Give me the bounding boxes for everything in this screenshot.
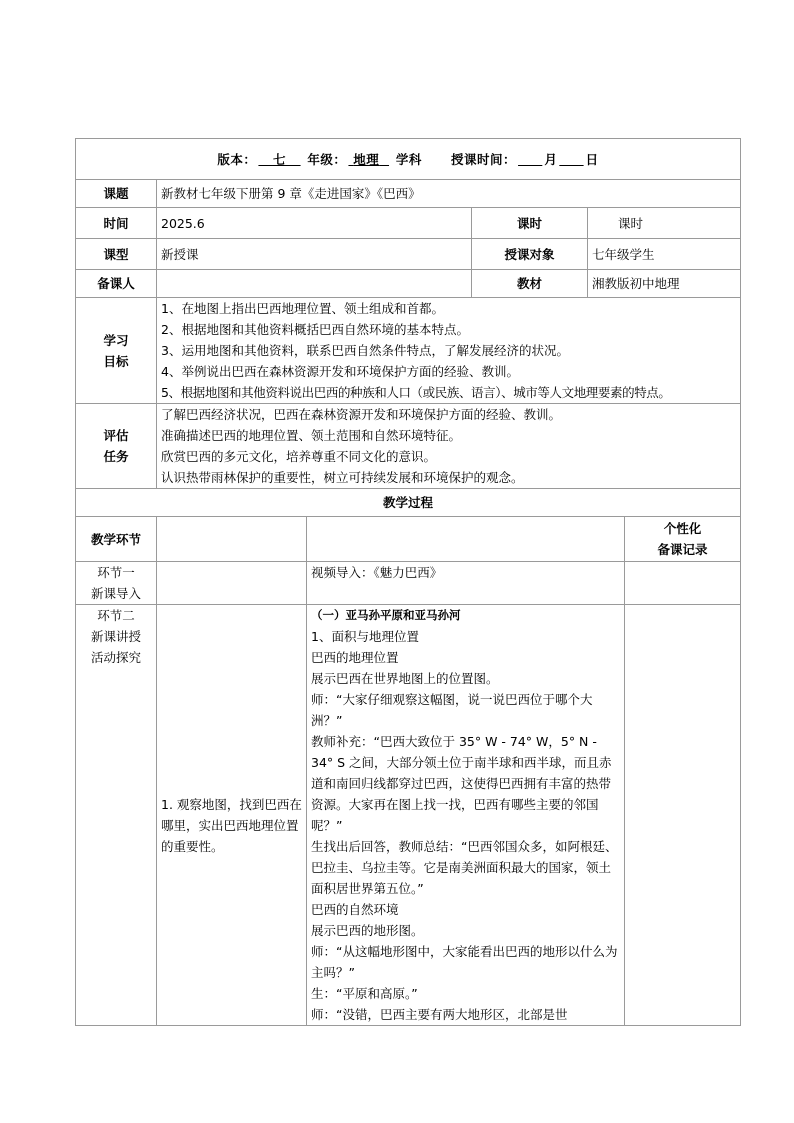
stage2-notes <box>625 605 741 1026</box>
preparer-label: 备课人 <box>76 270 157 298</box>
stage1-notes <box>625 562 741 605</box>
topic-label: 课题 <box>76 180 157 208</box>
header-cell <box>76 139 741 180</box>
assessment-item: 认识热带雨林保护的重要性，树立可持续发展和环境保护的观念。 <box>161 470 524 485</box>
objective-item: 4、举例说出巴西在森林资源开发和环境保护方面的经验、教训。 <box>161 364 519 379</box>
content-column-header <box>307 517 625 562</box>
stage1-content: 视频导入：《魅力巴西》 <box>307 562 625 605</box>
time-value: 2025.6 <box>157 208 472 239</box>
content-line: 生：“平原和高原。” <box>311 986 418 1001</box>
stage1-label: 环节一 新课导入 <box>76 562 157 605</box>
content-line: 巴西的地理位置 <box>311 650 399 665</box>
assessment-item: 了解巴西经济状况，巴西在森林资源开发和环境保护方面的经验、教训。 <box>161 407 562 422</box>
objective-item: 1、在地图上指出巴西地理位置、领土组成和首都。 <box>161 301 444 316</box>
objective-item: 2、根据地图和其他资料概括巴西自然环境的基本特点。 <box>161 322 469 337</box>
content-line: 巴西的自然环境 <box>311 902 399 917</box>
content-line: 展示巴西在世界地图上的位置图。 <box>311 671 499 686</box>
month-label: 月 <box>544 151 558 167</box>
lesson-plan-table <box>75 138 741 1026</box>
activity-column-header <box>157 517 307 562</box>
month-blank <box>516 152 544 167</box>
audience-label: 授课对象 <box>472 239 588 270</box>
period-label: 课时 <box>472 208 588 239</box>
version-label: 版本： <box>217 151 257 167</box>
content-line: 教师补充：“巴西大致位于 35° W - 74° W，5° N - 34° S 之间，大部分领土位于南半球和西半球，而且赤道和南回归线都穿过巴西，这使得巴西拥有丰富的热带资源。大家再在图上找一找，巴西有哪些主要的邻国呢？” <box>311 734 612 833</box>
stage2-section-title: （一）亚马孙平原和亚马孙河 <box>311 608 461 622</box>
content-line: 师：“从这幅地形图中，大家能看出巴西的地形以什么为主吗？” <box>311 944 618 980</box>
content-line: 师：“没错，巴西主要有两大地形区，北部是世 <box>311 1007 568 1022</box>
assessment-label: 评估 任务 <box>76 404 157 489</box>
topic-row <box>76 180 741 208</box>
stage2-label: 环节二 新课讲授 活动探究 <box>76 605 157 1026</box>
preparer-row <box>76 270 741 298</box>
objective-item: 5、根据地图和其他资料说出巴西的种族和人口（或民族、语言）、城市等人文地理要素的特点。 <box>161 385 671 400</box>
content-line: 师：“大家仔细观察这幅图，说一说巴西位于哪个大洲？” <box>311 692 593 728</box>
header-row <box>76 139 741 180</box>
process-title: 教学过程 <box>76 489 741 517</box>
preparer-value <box>157 270 472 298</box>
textbook-value: 湘教版初中地理 <box>588 270 741 298</box>
grade-value: 地理 <box>353 151 380 167</box>
stage1-row <box>76 562 741 605</box>
content-line: 展示巴西的地形图。 <box>311 923 424 938</box>
objectives-row <box>76 298 741 404</box>
time-row <box>76 208 741 239</box>
notes-column-header: 个性化 备课记录 <box>625 517 741 562</box>
type-row <box>76 239 741 270</box>
version-value: 七 <box>272 151 286 167</box>
grade-label: 年级： <box>307 151 347 167</box>
objectives-list <box>157 298 741 404</box>
day-label: 日 <box>585 151 599 167</box>
time-label: 时间 <box>76 208 157 239</box>
process-title-row <box>76 489 741 517</box>
objectives-label: 学习 目标 <box>76 298 157 404</box>
type-value: 新授课 <box>157 239 472 270</box>
assessment-row <box>76 404 741 489</box>
stage2-row <box>76 605 741 1026</box>
process-header-row <box>76 517 741 562</box>
assessment-item: 欣赏巴西的多元文化，培养尊重不同文化的意识。 <box>161 449 437 464</box>
stage1-activity <box>157 562 307 605</box>
teaching-time-label: 授课时间： <box>451 151 517 167</box>
stage2-content <box>307 605 625 1026</box>
assessment-list <box>157 404 741 489</box>
audience-value: 七年级学生 <box>588 239 741 270</box>
subject-label: 学科 <box>395 151 422 167</box>
day-blank <box>557 152 585 167</box>
stage2-activity: 1. 观察地图，找到巴西在哪里，实出巴西地理位置的重要性。 <box>157 605 307 1026</box>
stage-column-header: 教学环节 <box>76 517 157 562</box>
objective-item: 3、运用地图和其他资料，联系巴西自然条件特点，了解发展经济的状况。 <box>161 343 569 358</box>
content-line: 1、面积与地理位置 <box>311 629 419 644</box>
type-label: 课型 <box>76 239 157 270</box>
period-value: 课时 <box>588 208 741 239</box>
topic-value: 新教材七年级下册第 9 章《走进国家》《巴西》 <box>157 180 741 208</box>
textbook-label: 教材 <box>472 270 588 298</box>
assessment-item: 准确描述巴西的地理位置、领土范围和自然环境特征。 <box>161 428 462 443</box>
content-line: 生找出后回答，教师总结：“巴西邻国众多，如阿根廷、巴拉圭、乌拉圭等。它是南美洲面积最大的国家，领土面积居世界第五位。” <box>311 839 618 896</box>
